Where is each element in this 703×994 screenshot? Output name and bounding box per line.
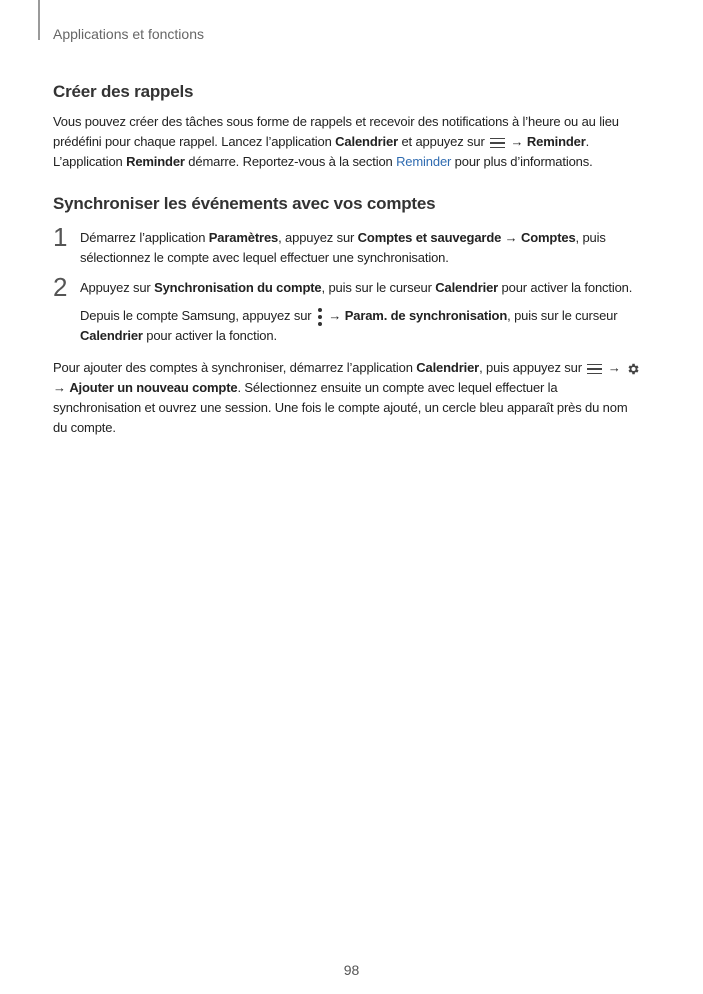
header-title: Applications et fonctions [53,26,204,42]
page-content [53,82,643,438]
section-title-sync: Synchroniser les événements avec vos comptes [53,194,436,213]
add-accounts-paragraph: Pour ajouter des comptes à synchroniser, démarrez l’application Calendrier, puis appuyez sur → → Ajouter un nouveau compte. Sélectionnez ensuite un compte avec lequel effectuer la synchronisation et ouvrez une session. Une fois le compte ajouté, un cercle bleu apparaît près du nom du compte. [53,358,643,438]
more-options-icon [317,308,323,326]
step-number: 1 [53,222,68,252]
step-2-text: Appuyez sur Synchronisation du compte, puis sur le curseur Calendrier pour activer la fonction. [80,280,633,295]
page-number: 98 [343,962,360,978]
step-1 [53,222,643,268]
step-2 [53,272,643,346]
gear-icon [626,362,640,376]
menu-icon [490,137,505,149]
step-number: 2 [53,272,68,302]
step-1-text: Démarrez l’application Paramètres, appuyez sur Comptes et sauvegarde → Comptes, puis sélectionnez le compte avec lequel effectuer une synchronisation. [80,230,606,265]
step-2-note: Depuis le compte Samsung, appuyez sur → Param. de synchronisation, puis sur le curseur Calendrier pour activer la fonction. [80,308,618,343]
menu-icon [587,363,602,375]
reminders-paragraph: Vous pouvez créer des tâches sous forme de rappels et recevoir des notifications à l’heure ou au lieu prédéfini pour chaque rappel. Lancez l’application Calendrier et appuyez sur → Reminder. L’application Reminder démarre. Reportez-vous à la section Reminder pour plus d’informations. [53,114,619,169]
section-title-reminders: Créer des rappels [53,82,194,101]
reminder-section-link[interactable]: Reminder [396,154,452,169]
header-rule [38,0,40,40]
